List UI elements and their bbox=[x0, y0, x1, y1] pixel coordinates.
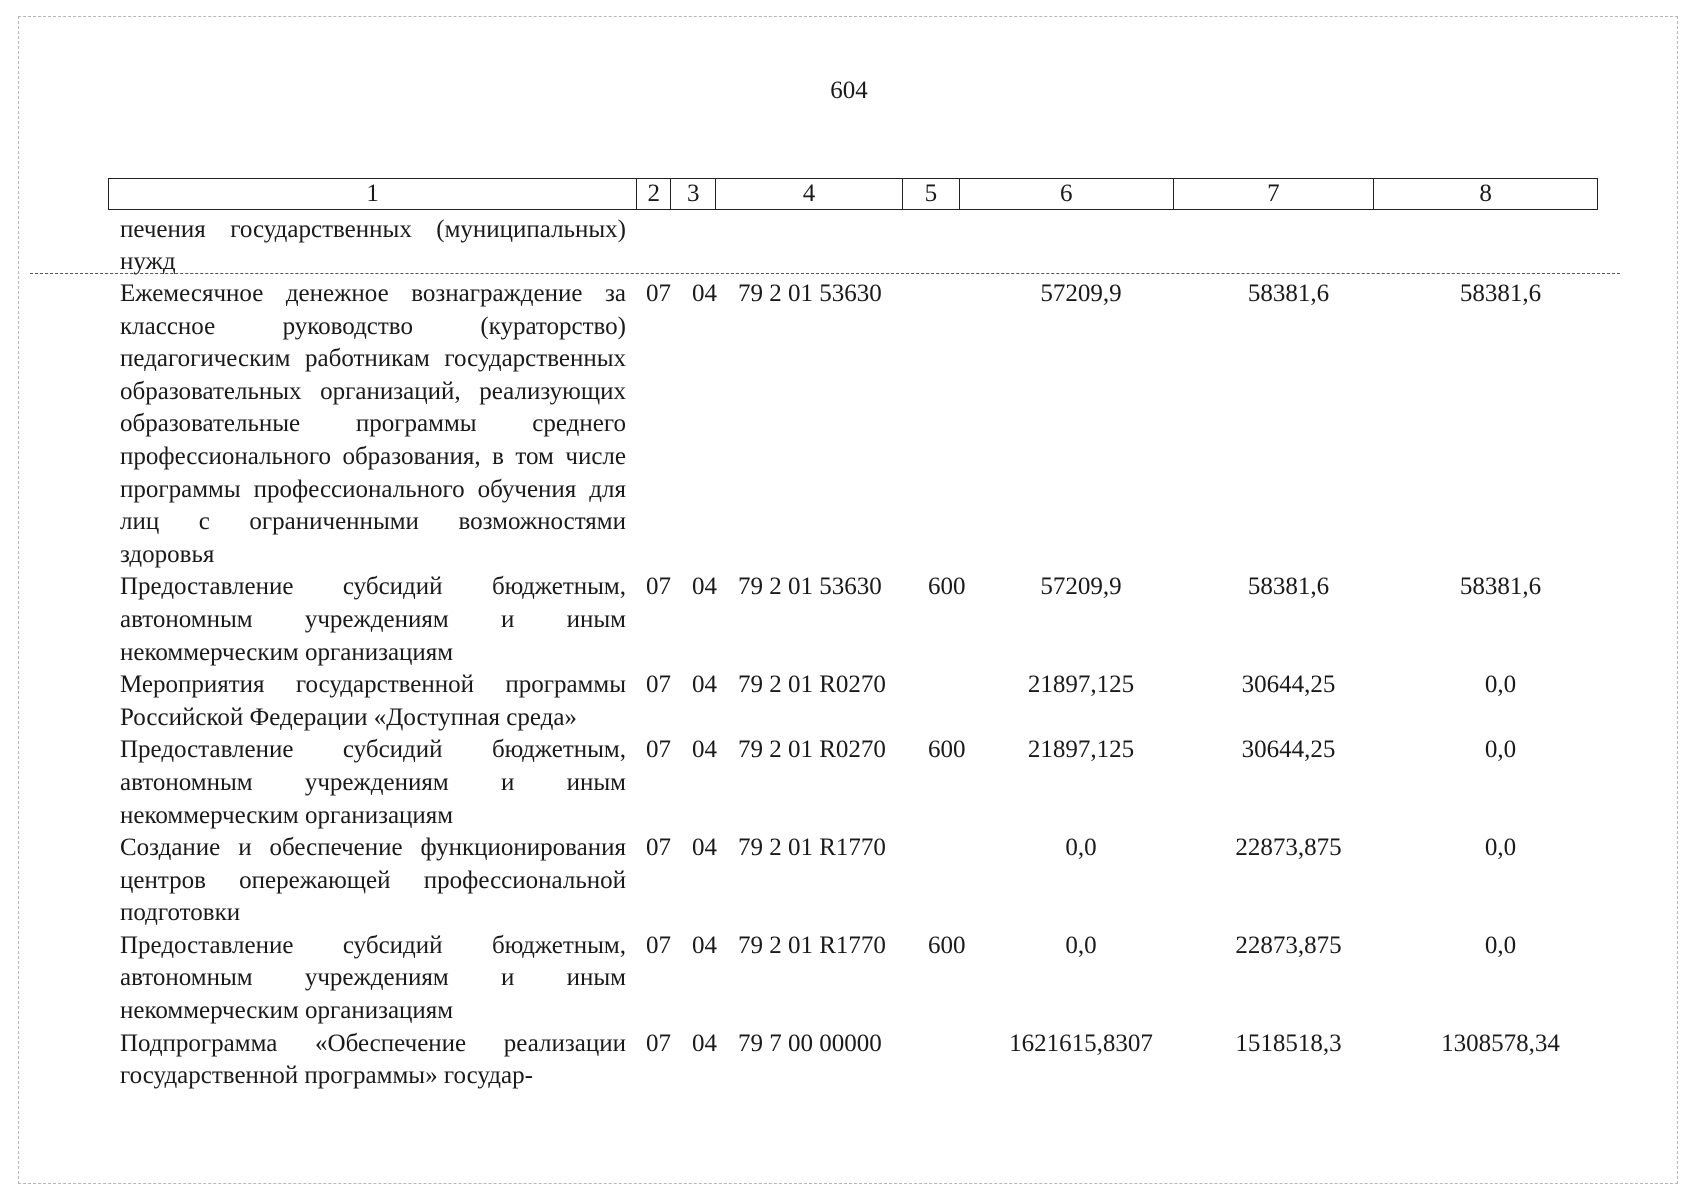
row-amount-col7: 22873,875 bbox=[1235, 931, 1342, 959]
row-description: Предоставление субсидий бюджетным, автономным учреждениям и иным некоммерческим организациям bbox=[120, 736, 626, 829]
row-section: 07 bbox=[646, 931, 671, 959]
row-amount-col7: 22873,875 bbox=[1235, 834, 1342, 862]
header-col-7: 7 bbox=[1174, 179, 1375, 209]
table-row bbox=[0, 832, 1698, 930]
row-amount-col8: 58381,6 bbox=[1459, 573, 1542, 601]
table-header bbox=[108, 178, 1598, 210]
row-target-article: 79 2 01 R0270 bbox=[738, 671, 886, 699]
table-row bbox=[0, 734, 1698, 832]
page-number: 604 bbox=[830, 77, 868, 104]
header-col-4: 4 bbox=[716, 179, 903, 209]
row-expense-type: 600 bbox=[928, 931, 966, 959]
row-description: Создание и обеспечение функционирования центров опережающей профессиональной подготовки bbox=[120, 834, 626, 927]
header-col-6: 6 bbox=[960, 179, 1174, 209]
row-target-article: 79 2 01 53630 bbox=[738, 280, 882, 307]
row-amount-col6: 0,0 bbox=[1065, 834, 1097, 862]
row-section: 07 bbox=[646, 1029, 671, 1057]
row-amount-col7: 58381,6 bbox=[1247, 280, 1330, 307]
continuation-text: печения государственных (муниципальных) нужд bbox=[120, 216, 626, 275]
row-amount-col6: 57209,9 bbox=[1040, 573, 1122, 601]
row-target-article: 79 2 01 53630 bbox=[738, 573, 882, 601]
row-amount-col7: 30644,25 bbox=[1241, 736, 1336, 764]
row-subsection: 04 bbox=[692, 671, 717, 699]
row-section: 07 bbox=[646, 280, 671, 307]
row-subsection: 04 bbox=[692, 834, 717, 862]
row-description: Мероприятия государственной программы Российской Федерации «Доступная среда» bbox=[120, 671, 626, 731]
row-amount-col6: 21897,125 bbox=[1027, 736, 1135, 764]
row-subsection: 04 bbox=[692, 736, 717, 764]
row-amount-col6: 57209,9 bbox=[1040, 280, 1122, 307]
row-amount-col8: 0,0 bbox=[1484, 931, 1517, 959]
table-row bbox=[0, 571, 1698, 669]
row-target-article: 79 2 01 R1770 bbox=[738, 834, 886, 862]
row-amount-col8: 0,0 bbox=[1484, 834, 1517, 862]
row-amount-col8: 58381,6 bbox=[1459, 280, 1542, 307]
row-amount-col8: 0,0 bbox=[1484, 736, 1517, 764]
row-amount-col6: 0,0 bbox=[1065, 931, 1097, 959]
header-col-2: 2 bbox=[637, 179, 671, 209]
row-section: 07 bbox=[646, 834, 671, 862]
cut-line bbox=[30, 273, 1620, 274]
row-target-article: 79 7 00 00000 bbox=[738, 1029, 882, 1057]
table-row bbox=[0, 930, 1698, 1028]
header-col-5: 5 bbox=[903, 179, 960, 209]
header-col-8: 8 bbox=[1479, 180, 1492, 207]
row-target-article: 79 2 01 R1770 bbox=[738, 931, 886, 959]
row-subsection: 04 bbox=[692, 573, 717, 601]
table-row bbox=[0, 1028, 1698, 1093]
row-subsection: 04 bbox=[692, 931, 717, 959]
row-amount-col6: 1621615,8307 bbox=[1009, 1029, 1153, 1057]
row-amount-col7: 1518518,3 bbox=[1235, 1029, 1342, 1057]
row-description: Предоставление субсидий бюджетным, автономным учреждениям и иным некоммерческим организациям bbox=[120, 573, 626, 666]
row-target-article: 79 2 01 R0270 bbox=[738, 736, 886, 764]
row-description: Предоставление субсидий бюджетным, автономным учреждениям и иным некоммерческим организациям bbox=[120, 931, 626, 1025]
row-expense-type: 600 bbox=[928, 736, 966, 764]
header-col-1: 1 bbox=[109, 179, 637, 209]
row-subsection: 04 bbox=[692, 280, 717, 307]
row-amount-col6: 21897,125 bbox=[1027, 671, 1135, 699]
row-section: 07 bbox=[646, 671, 671, 699]
table-row bbox=[0, 669, 1698, 734]
row-subsection: 04 bbox=[692, 1029, 717, 1057]
row-description: Подпрограмма «Обеспечение реализации государственной программы» государ- bbox=[120, 1029, 626, 1090]
table-row bbox=[0, 278, 1698, 571]
row-amount-col7: 30644,25 bbox=[1241, 671, 1336, 699]
row-amount-col8: 0,0 bbox=[1484, 671, 1517, 699]
header-col-3: 3 bbox=[671, 179, 716, 209]
row-section: 07 bbox=[646, 573, 671, 601]
row-amount-col8: 1308578,34 bbox=[1441, 1029, 1560, 1057]
table-body bbox=[0, 278, 1698, 1093]
row-section: 07 bbox=[646, 736, 671, 764]
row-expense-type: 600 bbox=[928, 573, 966, 601]
row-description: Ежемесячное денежное вознаграждение за классное руководство (кураторство) педагогическим работникам государственных образовательных организаций, реализующих образовательные программы среднего профессионального образования, в том числе программы профессионального обучения для лиц с ограниченными возможностями здоровья bbox=[120, 280, 626, 568]
row-amount-col7: 58381,6 bbox=[1247, 573, 1330, 601]
